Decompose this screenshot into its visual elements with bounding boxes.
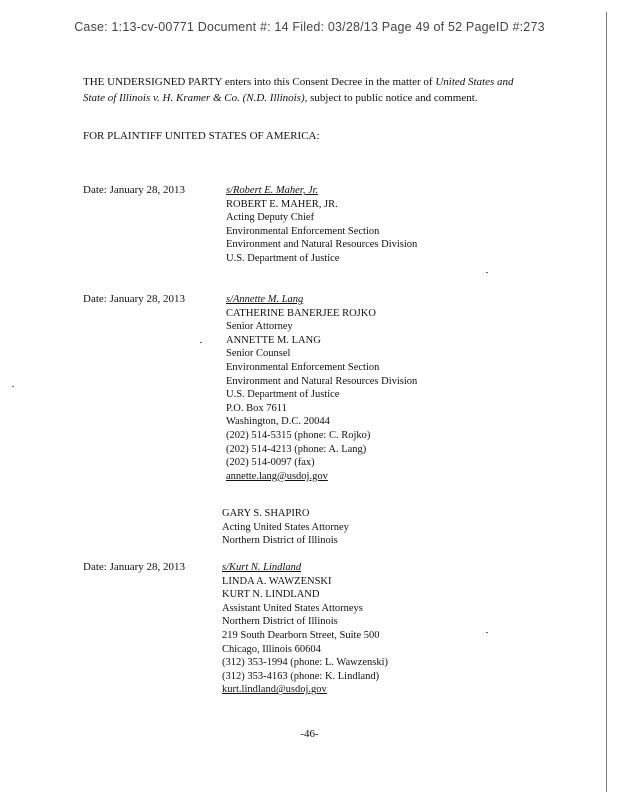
date-block-2: Date: January 28, 2013 — [83, 293, 186, 305]
signature-block-3 — [222, 507, 349, 548]
intro-case-name: United States and State of Illinois v. H. Kramer & Co. (N.D. Illinois) — [83, 76, 514, 104]
signer-line: LINDA A. WAWZENSKI — [222, 575, 332, 587]
page-number: -46- — [300, 728, 319, 740]
signer-line: ANNETTE M. LANG — [226, 334, 321, 346]
scan-speck — [486, 632, 488, 633]
intro-text-b: , subject to public notice and comment. — [304, 92, 478, 104]
signer-line: Environment and Natural Resources Division — [226, 375, 418, 387]
scan-speck — [200, 342, 202, 343]
signer-line: Washington, D.C. 20044 — [226, 416, 330, 428]
signer-line: Senior Counsel — [226, 348, 291, 360]
scan-speck — [486, 272, 488, 273]
signer-line: (312) 353-1994 (phone: L. Wawzenski) — [222, 657, 389, 669]
signature-line: s/Annette M. Lang — [226, 294, 304, 305]
signer-line: Environment and Natural Resources Division — [226, 239, 418, 251]
signer-line: U.S. Department of Justice — [226, 252, 340, 264]
signer-line: P.O. Box 7611 — [226, 402, 287, 414]
plaintiff-heading: FOR PLAINTIFF UNITED STATES OF AMERICA: — [83, 130, 320, 142]
signer-line: (312) 353-4163 (phone: K. Lindland) — [222, 670, 380, 682]
email-link: annette.lang@usdoj.gov — [226, 470, 328, 482]
case-header: Case: 1:13-cv-00771 Document #: 14 Filed: 03/28/13 Page 49 of 52 PageID #:273 — [74, 20, 545, 34]
signer-line: Assistant United States Attorneys — [222, 602, 363, 614]
signer-line: Senior Attorney — [226, 321, 293, 333]
signature-block-4 — [222, 561, 388, 697]
signature-line: s/Kurt N. Lindland — [222, 562, 302, 573]
date-block-1: Date: January 28, 2013 — [83, 184, 186, 196]
signer-line: Environmental Enforcement Section — [226, 361, 380, 373]
intro-paragraph — [83, 74, 533, 106]
signature-block-1 — [226, 184, 417, 266]
signer-line: Northern District of Illinois — [222, 616, 338, 628]
email-link: kurt.lindland@usdoj.gov — [222, 684, 327, 696]
signer-line: CATHERINE BANERJEE ROJKO — [226, 307, 376, 319]
signer-line: Environmental Enforcement Section — [226, 225, 380, 237]
intro-text-a: THE UNDERSIGNED PARTY enters into this Consent Decree in the matter of — [83, 76, 436, 88]
signer-line: ROBERT E. MAHER, JR. — [226, 198, 338, 210]
signer-line: GARY S. SHAPIRO — [222, 508, 310, 519]
signer-line: Acting Deputy Chief — [226, 212, 315, 224]
signer-line: Northern District of Illinois — [222, 535, 338, 547]
scan-edge-line — [606, 12, 607, 792]
signer-line: (202) 514-4213 (phone: A. Lang) — [226, 443, 367, 455]
signer-line: U.S. Department of Justice — [226, 389, 340, 401]
date-block-4: Date: January 28, 2013 — [83, 561, 186, 573]
signer-line: (202) 514-5315 (phone: C. Rojko) — [226, 429, 371, 441]
signature-block-2 — [226, 293, 417, 483]
signer-line: 219 South Dearborn Street, Suite 500 — [222, 629, 380, 641]
signer-line: Chicago, Illinois 60604 — [222, 643, 321, 655]
signer-line: (202) 514-0097 (fax) — [226, 457, 315, 469]
signer-line: KURT N. LINDLAND — [222, 589, 320, 601]
signature-line: s/Robert E. Maher, Jr. — [226, 185, 319, 196]
scan-speck — [12, 386, 14, 387]
signer-line: Acting United States Attorney — [222, 521, 349, 533]
